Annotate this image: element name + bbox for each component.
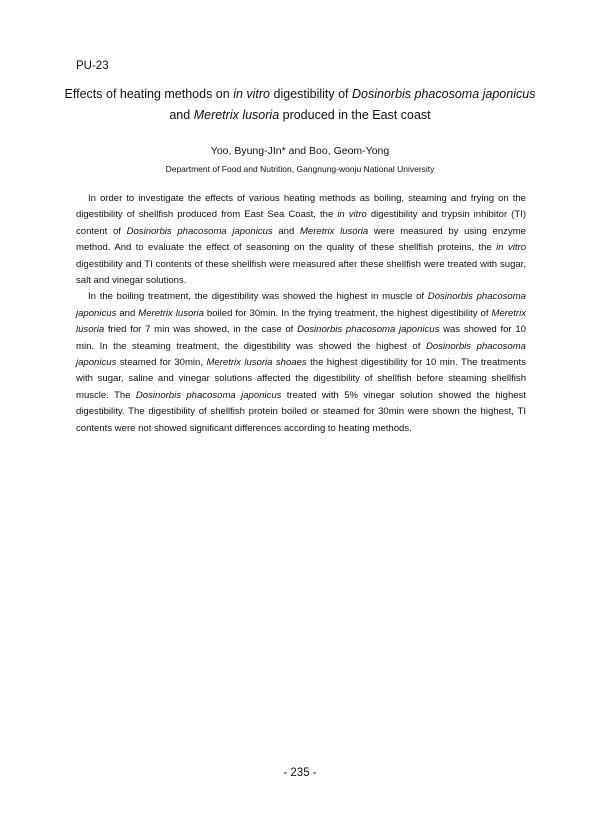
paragraph-1	[76, 191, 526, 289]
text-run: and	[272, 225, 300, 237]
text-run: treated with 5% vinegar solution showed the highest digestibility. The digestibility of shellfish protein boiled or steamed for 30min were shown the highest, TI contents were not showed significant differences according to heating methods.	[76, 389, 526, 434]
italic-run: Meretrix lusoria	[138, 307, 204, 319]
text-run: and	[116, 307, 139, 319]
title-part: and	[169, 108, 194, 122]
title-italic: in vitro	[233, 87, 271, 101]
text-run: digestibility and TI contents of these shellfish were measured after these shellfish were treated with sugar, salt and vinegar solutions.	[76, 258, 526, 287]
italic-run: Dosinorbis phacosoma japonicus	[76, 291, 526, 319]
title-part: Effects of heating methods on	[64, 87, 234, 101]
page-label: PU-23	[76, 60, 109, 72]
italic-run: Meretrix lusoria	[299, 225, 369, 237]
paper-title	[60, 84, 540, 126]
italic-run: Meretrix lusoria shoaes	[206, 357, 307, 369]
italic-run: in vitro	[496, 242, 526, 254]
italic-run: in vitro	[337, 209, 367, 221]
title-part: digestibility of	[270, 87, 352, 101]
text-run: were measured by using enzyme method. And to evaluate the effect of seasoning on the quality of these shellfish proteins, the	[76, 225, 526, 254]
text-run: steamed for 30min,	[116, 357, 207, 369]
text-run: boiled for 30min. In the frying treatment, the highest digestibility of	[203, 307, 492, 319]
text-run: digestibility and trypsin inhibitor (TI) content of	[76, 209, 526, 237]
page-number: - 235 -	[283, 767, 317, 779]
paragraph-2	[76, 289, 526, 437]
italic-run: Dosinorbis phacosoma japonicus	[126, 225, 273, 237]
text-run: the highest digestibility for 10 min. The treatments with sugar, saline and vinegar solutions affected the digestibility of shellfish before steaming shellfish muscle. The	[76, 357, 526, 401]
italic-run: Dosinorbis phacosoma japonicus	[76, 340, 526, 369]
title-italic: Meretrix lusoria	[193, 108, 280, 122]
title-part: produced in the East coast	[279, 108, 431, 122]
text-run: fried for 7 min was showed, in the case of	[104, 324, 298, 336]
text-run: In order to investigate the effects of various heating methods as boiling, steaming and frying on the digestibility of shellfish produced from East Sea Coast, the	[76, 193, 526, 221]
title-italic: Dosinorbis phacosoma japonicus	[352, 87, 536, 101]
text-run: In the boiling treatment, the digestibility was showed the highest in muscle of	[88, 291, 428, 303]
italic-run: Dosinorbis phacosoma japonicus	[135, 389, 282, 401]
affiliation: Department of Food and Nutrition, Gangnung-wonju National University	[165, 164, 435, 174]
authors: Yoo, Byung-JIn* and Boo, Geom-Yong	[210, 145, 390, 157]
text-run: was showed for 10 min. In the steaming treatment, the digestibility was showed the highest of	[76, 324, 526, 352]
italic-run: Meretrix lusoria	[76, 307, 526, 336]
italic-run: Dosinorbis phacosoma japonicus	[297, 324, 440, 336]
abstract-body	[76, 191, 526, 437]
